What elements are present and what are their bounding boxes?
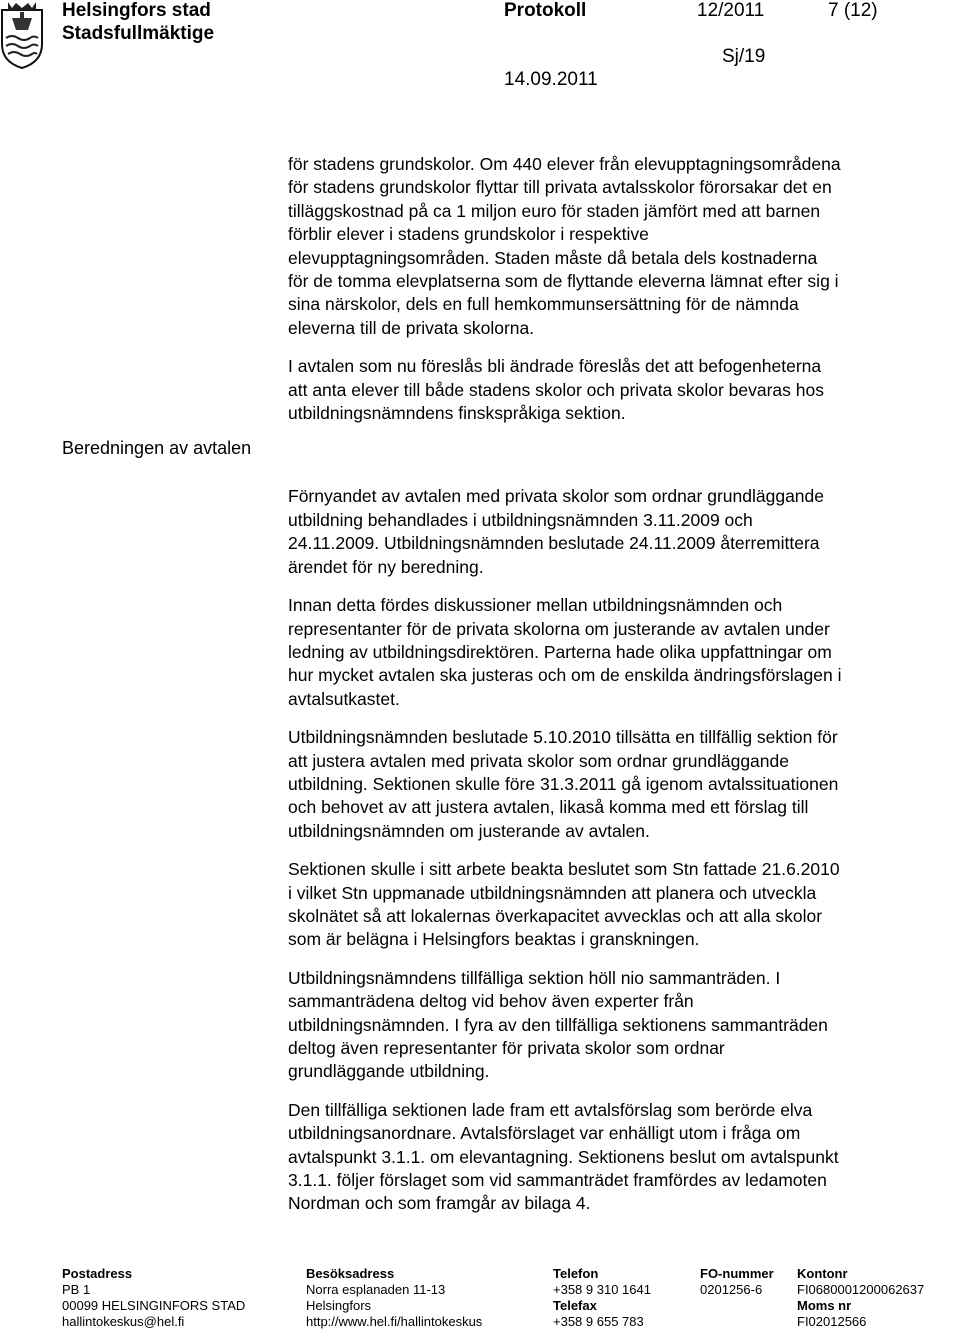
text-line: och behovet av att justera avtalen, likaså komma med ett förslag till <box>288 797 809 818</box>
text-line: Nordman och som framgår av bilaga 4. <box>288 1193 591 1214</box>
item-id: Sj/19 <box>722 46 766 67</box>
text-line: för stadens grundskolor. Om 440 elever från elevupptagningsområdena <box>288 154 841 174</box>
text-line: att anta elever till både stadens skolor och privata skolor bevaras hos <box>288 379 824 400</box>
footer-fo-heading: FO-nummer <box>700 1266 774 1281</box>
text-line: utbildningsnämnden. I fyra av den tillfälliga sektionens sammanträden <box>288 1014 828 1035</box>
text-line: för stadens grundskolor flyttar till privata avtalsskolor förorsakar det en <box>288 177 832 198</box>
footer-postal-city: 00099 HELSINGINFORS STAD <box>62 1298 246 1313</box>
text-line: utbildningsnämndens finskspråkiga sektion. <box>288 403 626 424</box>
body-paragraph <box>288 726 958 843</box>
footer-postal-box: PB 1 <box>62 1282 91 1297</box>
text-line: Den tillfälliga sektionen lade fram ett avtalsförslag som berörde elva <box>288 1099 813 1120</box>
text-line: förblir elever i stadens grundskolor i respektive <box>288 224 649 245</box>
text-line: skolnätet så att lokalernas överkapacitet avvecklas och att alla skolor <box>288 905 823 926</box>
text-line: representanter för de privata skolorna om justerande av avtalen under <box>288 618 830 639</box>
text-line: elevupptagningsområden. Staden måste då betala dels kostnaderna <box>288 247 818 268</box>
text-line: i vilket Stn uppmanade utbildningsnämnden att planera och utveckla <box>288 882 817 903</box>
body-paragraph <box>288 485 958 579</box>
body-paragraph <box>288 153 958 340</box>
text-line: utbildning behandlades i utbildningsnämnden 3.11.2009 och <box>288 509 753 530</box>
body-paragraph <box>288 858 958 952</box>
text-line: grundläggande utbildning. <box>288 1061 490 1082</box>
footer-business-id <box>700 1266 774 1298</box>
footer-account-number: FI0680001200062637 <box>797 1282 925 1297</box>
text-line: hur mycket avtalen ska justeras och om de enskilda ändringsförslagen i <box>288 665 842 686</box>
text-line: eleverna till de privata skolorna. <box>288 317 535 338</box>
text-line: Förnyandet av avtalen med privata skolor som ordnar grundläggande <box>288 486 825 507</box>
text-line: avtalsutkastet. <box>288 688 400 709</box>
footer-visit-address <box>306 1266 482 1330</box>
body-paragraph <box>288 967 958 1084</box>
footer-fax-heading: Telefax <box>553 1298 597 1313</box>
city-coat-of-arms-logo <box>0 0 44 70</box>
footer-website-link[interactable]: http://www.hel.fi/hallintokeskus <box>306 1314 483 1329</box>
body-paragraph <box>288 355 958 425</box>
text-line: ärendet för ny beredning. <box>288 556 484 577</box>
text-line: sina närskolor, dels en full hemkommunsersättning för de nämnda <box>288 294 799 315</box>
text-line: tilläggskostnad på ca 1 miljon euro för staden jämfört med att barnen <box>288 200 821 221</box>
document-body <box>288 138 958 1216</box>
text-line: utbildningsanordnare. Avtalsförslaget var enhälligt utom i fråga om <box>288 1123 801 1144</box>
footer-postal-address <box>62 1266 245 1330</box>
footer-street: Norra esplanaden 11-13 <box>306 1282 446 1297</box>
footer-city: Helsingfors <box>306 1298 372 1313</box>
body-paragraph <box>288 1099 958 1216</box>
footer-phone-number: +358 9 310 1641 <box>553 1282 651 1297</box>
body-paragraph <box>288 594 958 711</box>
document-type: Protokoll <box>504 0 587 21</box>
meeting-date: 14.09.2011 <box>504 69 598 90</box>
footer-visit-heading: Besöksadress <box>306 1266 395 1281</box>
footer-phone <box>553 1266 651 1330</box>
text-line: I avtalen som nu föreslås bli ändrade föreslås det att befogenheterna <box>288 356 822 377</box>
footer-email: hallintokeskus@hel.fi <box>62 1314 185 1329</box>
text-line: sammanträdena deltog vid behov även experter från <box>288 991 694 1012</box>
document-number: 12/2011 <box>697 0 765 21</box>
text-line: utbildning. Sektionen skulle före 31.3.2011 gå igenom avtalssituationen <box>288 773 839 794</box>
text-line: som är belägna i Helsingfors beaktas i granskningen. <box>288 929 700 950</box>
organization-name: Helsingfors stad <box>62 0 211 21</box>
text-line: avtalspunkt 3.1.1. om elevantagning. Sektionens beslut om avtalspunkt <box>288 1146 839 1167</box>
section-label: Beredningen av avtalen <box>62 438 252 458</box>
footer-account-heading: Kontonr <box>797 1266 848 1281</box>
footer-phone-heading: Telefon <box>553 1266 599 1281</box>
organization-unit: Stadsfullmäktige <box>62 23 215 44</box>
text-line: deltog även representanter för privata skolor som ordnar <box>288 1038 725 1058</box>
footer-postal-heading: Postadress <box>62 1266 133 1281</box>
text-line: utbildningsnämnden om justerande av avtalen. <box>288 820 650 841</box>
text-line: 24.11.2009. Utbildningsnämnden beslutade 24.11.2009 återremittera <box>288 533 820 554</box>
footer-fax-number: +358 9 655 783 <box>553 1314 644 1329</box>
text-line: 3.1.1. följer förslaget som vid sammanträdet framfördes av ledamoten <box>288 1170 827 1191</box>
text-line: ledning av utbildningsdirektören. Parterna hade olika uppfattningar om <box>288 641 832 662</box>
footer-fo-number: 0201256-6 <box>700 1282 763 1297</box>
text-line: att justera avtalen med privata skolor som ordnar grundläggande <box>288 750 789 771</box>
text-line: Innan detta fördes diskussioner mellan utbildningsnämnden och <box>288 595 783 616</box>
text-line: Sektionen skulle i sitt arbete beakta beslutet som Stn fattade 21.6.2010 <box>288 859 840 880</box>
footer-vat-heading: Moms nr <box>797 1298 852 1313</box>
footer-account <box>797 1266 924 1330</box>
page-number: 7 (12) <box>828 0 878 21</box>
text-line: Utbildningsnämnden beslutade 5.10.2010 tillsätta en tillfällig sektion för <box>288 727 838 748</box>
text-line: Utbildningsnämndens tillfälliga sektion höll nio sammanträden. I <box>288 967 781 988</box>
text-line: för de tomma elevplatserna som de flyttande eleverna lämnat efter sig i <box>288 271 839 292</box>
footer-vat-number: FI02012566 <box>797 1314 867 1329</box>
